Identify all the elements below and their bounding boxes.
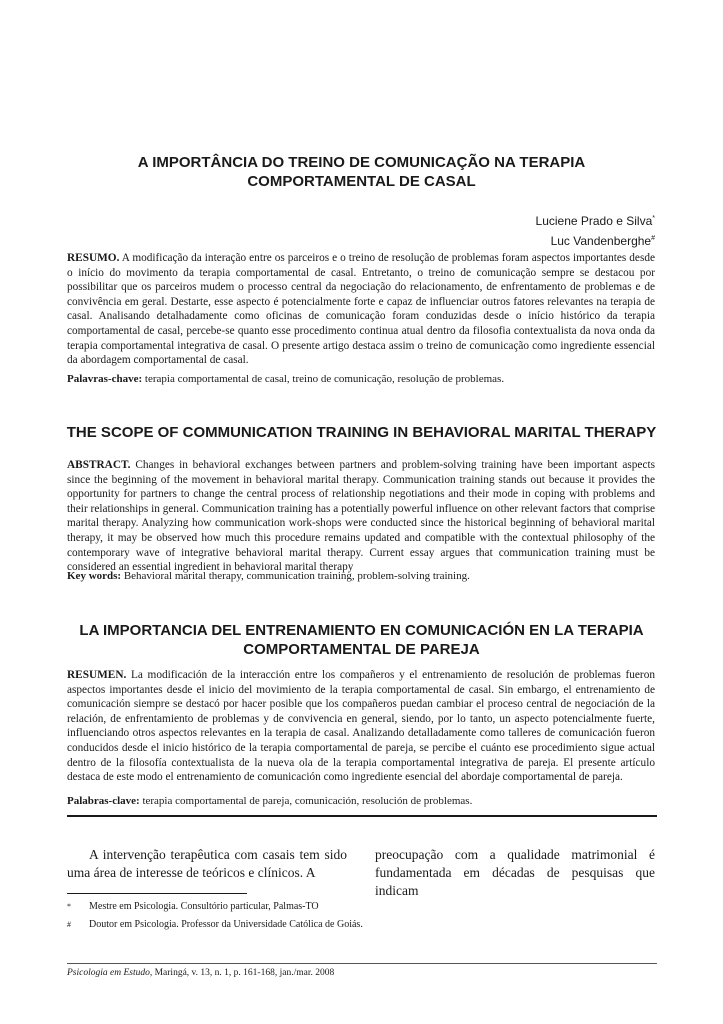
pt-abstract-label: RESUMO. <box>67 252 120 264</box>
en-abstract-text: Changes in behavioral exchanges between partners and problem-solving training have been important aspects since the beginning of the movement in behavioral marital therapy. Communication training stands out because it provides the opportunity for partners to change the central process of relationship negotiations and their mode in coping with problems and their relationships in general. Communication training has a potentially powerful influence on other relevant factors that comprise marital therapy. Analyzing how communication work-shops were conducted since the historical beginning of behavioral marital therapy, it may be observed how much this procedure remains updated and compatible with the contextual philosophy of the contemporary wave of integrative behavioral marital therapy. Current essay argues that communication training must be considered an essential ingredient in behavioral marital therapy <box>67 459 655 574</box>
author-1 <box>536 210 655 230</box>
es-title <box>40 621 683 659</box>
es-keywords-text: terapia comportamental de pareja, comunicación, resolución de problemas. <box>142 795 473 807</box>
pt-keywords <box>67 372 655 386</box>
body-column-right: preocupação com a qualidade matrimonial é fundamentada em décadas de pesquisas que indicam <box>375 847 655 898</box>
footnote-1-mark: * <box>67 902 71 911</box>
footer-divider <box>67 963 657 964</box>
author-2-name: Luc Vandenberghe <box>550 234 652 248</box>
pt-abstract-text: A modificação da interação entre os parceiros e o treino de resolução de problemas foram aspectos importantes desde o início do movimento da terapia comportamental de casal. Entretanto, o treino de comunicação sempre se destacou por possibilitar que os parceiros mudem o processo central da negociação do relacionamento, de enfrentamento de problemas e de convivência em geral. Destarte, esse aspecto é potencialmente forte e capaz de influenciar outros fatores relevantes na terapia de casal. Analisando detalhadamente como oficinas de comunicação foram conduzidas desde o início histórico da terapia comportamental de casal, percebe-se quanto esse procedimento continua atual dentro da filosofia contextualista da nova onda da terapia comportamental integrativa de casal. O presente artigo destaca assim o treino de comunicação como ingrediente essencial da abordagem comportamental de casal. <box>67 252 656 367</box>
footnote-1-text: Mestre em Psicologia. Consultório particular, Palmas-TO <box>89 901 319 912</box>
es-abstract-text: La modificación de la interacción entre los compañeros y el entrenamiento de resolución de problemas fueron aspectos importantes desde el inicio del movimiento de la terapia comportamental de casal. Sin embargo, el entrenamiento de comunicación siempre se destacó por hacer posible que los compañeros puedan cambiar el proceso central de negociación de la relación, de enfrentamiento de problemas y de convivencia en general, siendo, por lo tanto, un aspecto potencialmente fuerte, influenciando otros aspectos relevantes en la terapia de casal. Analizando detalladamente como talleres de comunicación fueron conducidos desde el inicio histórico de la terapia comportamental de pareja, se percibe el cuánto ese procedimiento sigue actual dentro de la filosofía contextualista de la nueva ola de la terapia comportamental integrativa de pareja. El presente artículo destaca de este modo el entrenamiento de comunicación como ingrediente esencial del abordaje comportamental de pareja. <box>67 669 655 784</box>
en-abstract-label: ABSTRACT. <box>67 459 131 471</box>
pt-abstract <box>67 251 655 368</box>
es-title-line2: COMPORTAMENTAL DE PAREJA <box>243 641 480 658</box>
footnote-2 <box>67 918 363 931</box>
en-keywords <box>67 569 655 583</box>
en-keywords-label: Key words: <box>67 570 122 582</box>
en-keywords-text: Behavioral marital therapy, communication training, problem-solving training. <box>123 570 470 582</box>
footnote-1 <box>67 900 319 913</box>
pt-keywords-text: terapia comportamental de casal, treino de comunicação, resolução de problemas. <box>144 373 505 385</box>
authors <box>536 210 655 250</box>
author-1-name: Luciene Prado e Silva <box>535 214 653 228</box>
pt-title <box>60 153 663 191</box>
pt-keywords-label: Palavras-chave: <box>67 373 143 385</box>
author-2-mark: # <box>651 235 655 242</box>
footnote-2-mark: # <box>67 920 71 929</box>
en-abstract <box>67 458 655 575</box>
journal-details: , Maringá, v. 13, n. 1, p. 161-168, jan./mar. 2008 <box>149 968 335 978</box>
footnote-2-text: Doutor em Psicologia. Professor da Universidade Católica de Goiás. <box>89 919 363 930</box>
es-abstract-label: RESUMEN. <box>67 669 127 681</box>
en-title-line: THE SCOPE OF COMMUNICATION TRAINING IN BEHAVIORAL MARITAL THERAPY <box>66 424 657 441</box>
en-title <box>40 423 683 442</box>
footnote-divider <box>67 893 247 894</box>
es-keywords-label: Palabras-clave: <box>67 795 140 807</box>
author-2 <box>536 230 655 250</box>
body-column-left: A intervenção terapêutica com casais tem sido uma área de interesse de teóricos e clínicos. A <box>67 847 347 880</box>
es-title-line1: LA IMPORTANCIA DEL ENTRENAMIENTO EN COMUNICACIÓN EN LA TERAPIA <box>79 622 644 639</box>
journal-footer <box>67 967 334 979</box>
pt-title-line1: A IMPORTÂNCIA DO TREINO DE COMUNICAÇÃO NA TERAPIA <box>137 154 586 171</box>
es-keywords <box>67 794 655 808</box>
journal-name: Psicologia em Estudo <box>67 968 150 978</box>
es-abstract <box>67 668 655 785</box>
section-divider <box>67 815 657 817</box>
pt-title-line2: COMPORTAMENTAL DE CASAL <box>247 173 476 190</box>
author-1-mark: * <box>652 215 655 222</box>
